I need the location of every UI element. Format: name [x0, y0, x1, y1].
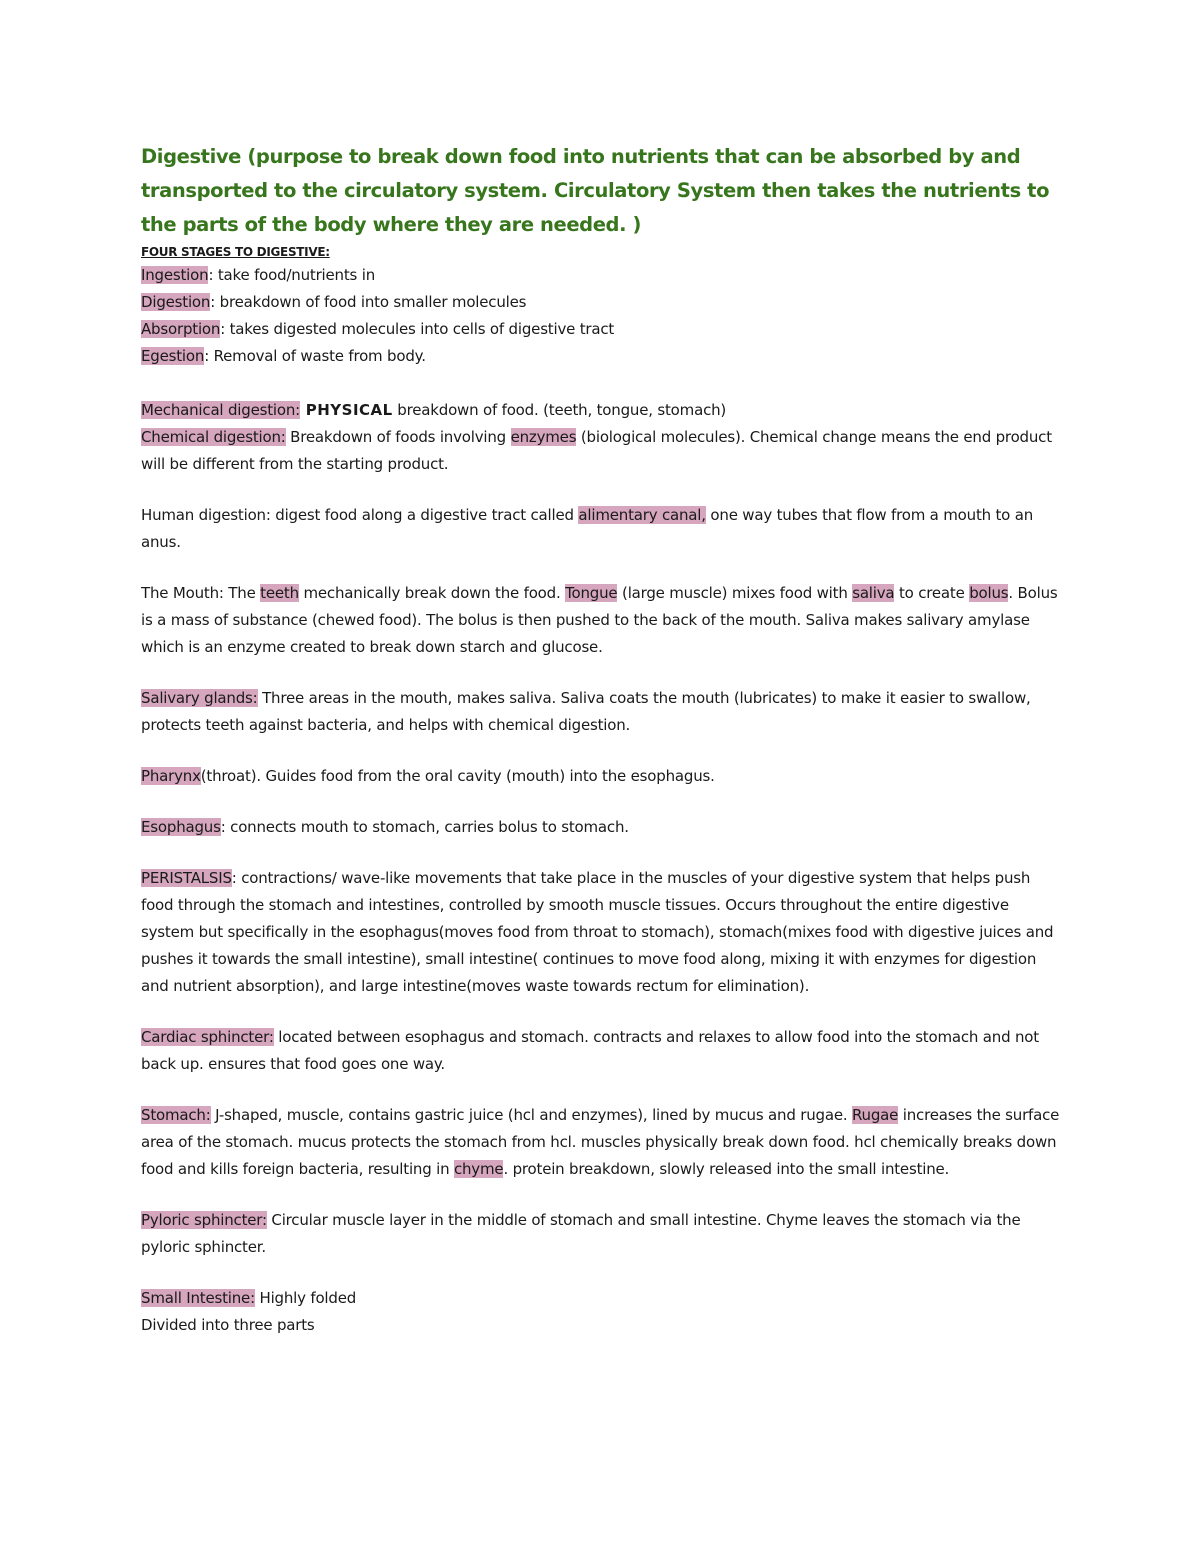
spacer — [141, 1078, 1061, 1102]
term-highlight: enzymes — [510, 428, 577, 446]
definition-text: : Removal of waste from body. — [204, 347, 426, 365]
term-highlight: Egestion — [141, 347, 205, 365]
term-highlight: Stomach: — [141, 1106, 211, 1124]
paragraph-esophagus — [141, 814, 1061, 841]
spacer — [141, 841, 1061, 865]
spacer — [141, 790, 1061, 814]
small-intestine-line-2: Divided into three parts — [141, 1316, 315, 1334]
term-highlight: Ingestion — [141, 266, 209, 284]
term-highlight: saliva — [852, 584, 895, 602]
definition-text: : takes digested molecules into cells of digestive tract — [220, 320, 615, 338]
definition-text: : take food/nutrients in — [208, 266, 375, 284]
definition-text: Human digestion: digest food along a digestive tract called — [141, 506, 579, 524]
definition-text: . Bolus is a mass of substance (chewed food). The bolus is then pushed to the back of the mouth. Saliva makes salivary amylase which is an enzyme created to break down starch and glucose. — [141, 584, 1058, 656]
term-highlight: Pyloric sphincter: — [141, 1211, 267, 1229]
definition-text: to create — [894, 584, 970, 602]
stage-absorption — [141, 316, 1061, 343]
stages-heading: FOUR STAGES TO DIGESTIVE: — [141, 245, 330, 259]
definition-text: (biological molecules). Chemical change means the end product will be different from the starting product. — [141, 428, 1052, 473]
stage-egestion — [141, 343, 1061, 370]
spacer — [141, 478, 1061, 502]
spacer — [141, 370, 1061, 397]
definition-text: located between esophagus and stomach. contracts and relaxes to allow food into the stomach and not back up. ensures that food goes one way. — [141, 1028, 1039, 1073]
term-highlight: Tongue — [565, 584, 618, 602]
term-highlight: Small Intestine: — [141, 1289, 255, 1307]
paragraph-pyloric-sphincter — [141, 1207, 1061, 1261]
term-highlight: Chemical digestion: — [141, 428, 286, 446]
term-highlight: Esophagus — [141, 818, 221, 836]
spacer — [141, 556, 1061, 580]
term-highlight: bolus — [969, 584, 1009, 602]
term-highlight: teeth — [260, 584, 299, 602]
definition-text: (large muscle) mixes food with — [617, 584, 853, 602]
definition-text: mechanically break down the food. — [298, 584, 566, 602]
definition-text: : connects mouth to stomach, carries bolus to stomach. — [220, 818, 629, 836]
definition-text: . protein breakdown, slowly released into the small intestine. — [503, 1160, 950, 1178]
definition-text: Highly folded — [254, 1289, 357, 1307]
definition-text: Three areas in the mouth, makes saliva. Saliva coats the mouth (lubricates) to make it easier to swallow, protects teeth against bacteria, and helps with chemical digestion. — [141, 689, 1031, 734]
definition-text: Breakdown of foods involving — [285, 428, 511, 446]
definition-text: : contractions/ wave-like movements that take place in the muscles of your digestive system that helps push food through the stomach and intestines, controlled by smooth muscle tissues. Occurs throughout the entire digestive system but specifically in the esophagus(moves food from throat to stomach), stomach(mixes food with digestive juices and pushes it towards the small intestine), small intestine( continues to move food along, mixing it with enzymes for digestion and nutrient absorption), and large intestine(moves waste towards rectum for elimination). — [141, 869, 1054, 995]
paragraph-stomach — [141, 1102, 1061, 1183]
bold-keyword: PHYSICAL — [300, 401, 393, 419]
definition-text: increases the surface area of the stomach. mucus protects the stomach from hcl. muscles physically break down food. hcl chemically breaks down food and kills foreign bacteria, resulting in — [141, 1106, 1060, 1178]
definition-text: (throat). Guides food from the oral cavity (mouth) into the esophagus. — [200, 767, 715, 785]
term-highlight: alimentary canal, — [578, 506, 706, 524]
spacer — [141, 661, 1061, 685]
paragraph-human-digestion — [141, 502, 1061, 556]
spacer — [141, 739, 1061, 763]
spacer — [141, 1261, 1061, 1285]
definition-text: : breakdown of food into smaller molecules — [210, 293, 527, 311]
paragraph-pharynx — [141, 763, 1061, 790]
term-highlight: Pharynx — [141, 767, 201, 785]
term-highlight: Rugae — [852, 1106, 899, 1124]
paragraph-mechanical-digestion — [141, 397, 1061, 424]
document-page — [141, 140, 1061, 1339]
paragraph-small-intestine — [141, 1285, 1061, 1312]
paragraph-cardiac-sphincter — [141, 1024, 1061, 1078]
definition-text: one way tubes that flow from a mouth to an anus. — [141, 506, 1034, 551]
definition-text: Circular muscle layer in the middle of stomach and small intestine. Chyme leaves the stomach via the pyloric sphincter. — [141, 1211, 1021, 1256]
paragraph-mouth — [141, 580, 1061, 661]
page-title: Digestive (purpose to break down food into nutrients that can be absorbed by and transported to the circulatory system. Circulatory System then takes the nutrients to the parts of the body where they are needed. ) — [141, 145, 1050, 236]
stage-digestion — [141, 289, 1061, 316]
definition-text: J-shaped, muscle, contains gastric juice (hcl and enzymes), lined by mucus and rugae. — [210, 1106, 852, 1124]
definition-text: breakdown of food. (teeth, tongue, stomach) — [392, 401, 727, 419]
term-highlight: Mechanical digestion: — [141, 401, 301, 419]
term-highlight: PERISTALSIS — [141, 869, 232, 887]
term-highlight: Salivary glands: — [141, 689, 258, 707]
term-highlight: Cardiac sphincter: — [141, 1028, 274, 1046]
paragraph-chemical-digestion — [141, 424, 1061, 478]
definition-text: The Mouth: The — [141, 584, 261, 602]
paragraph-peristalsis — [141, 865, 1061, 1000]
paragraph-salivary-glands — [141, 685, 1061, 739]
term-highlight: chyme — [453, 1160, 504, 1178]
stage-ingestion — [141, 262, 1061, 289]
spacer — [141, 1183, 1061, 1207]
term-highlight: Digestion — [141, 293, 211, 311]
term-highlight: Absorption — [141, 320, 221, 338]
spacer — [141, 1000, 1061, 1024]
